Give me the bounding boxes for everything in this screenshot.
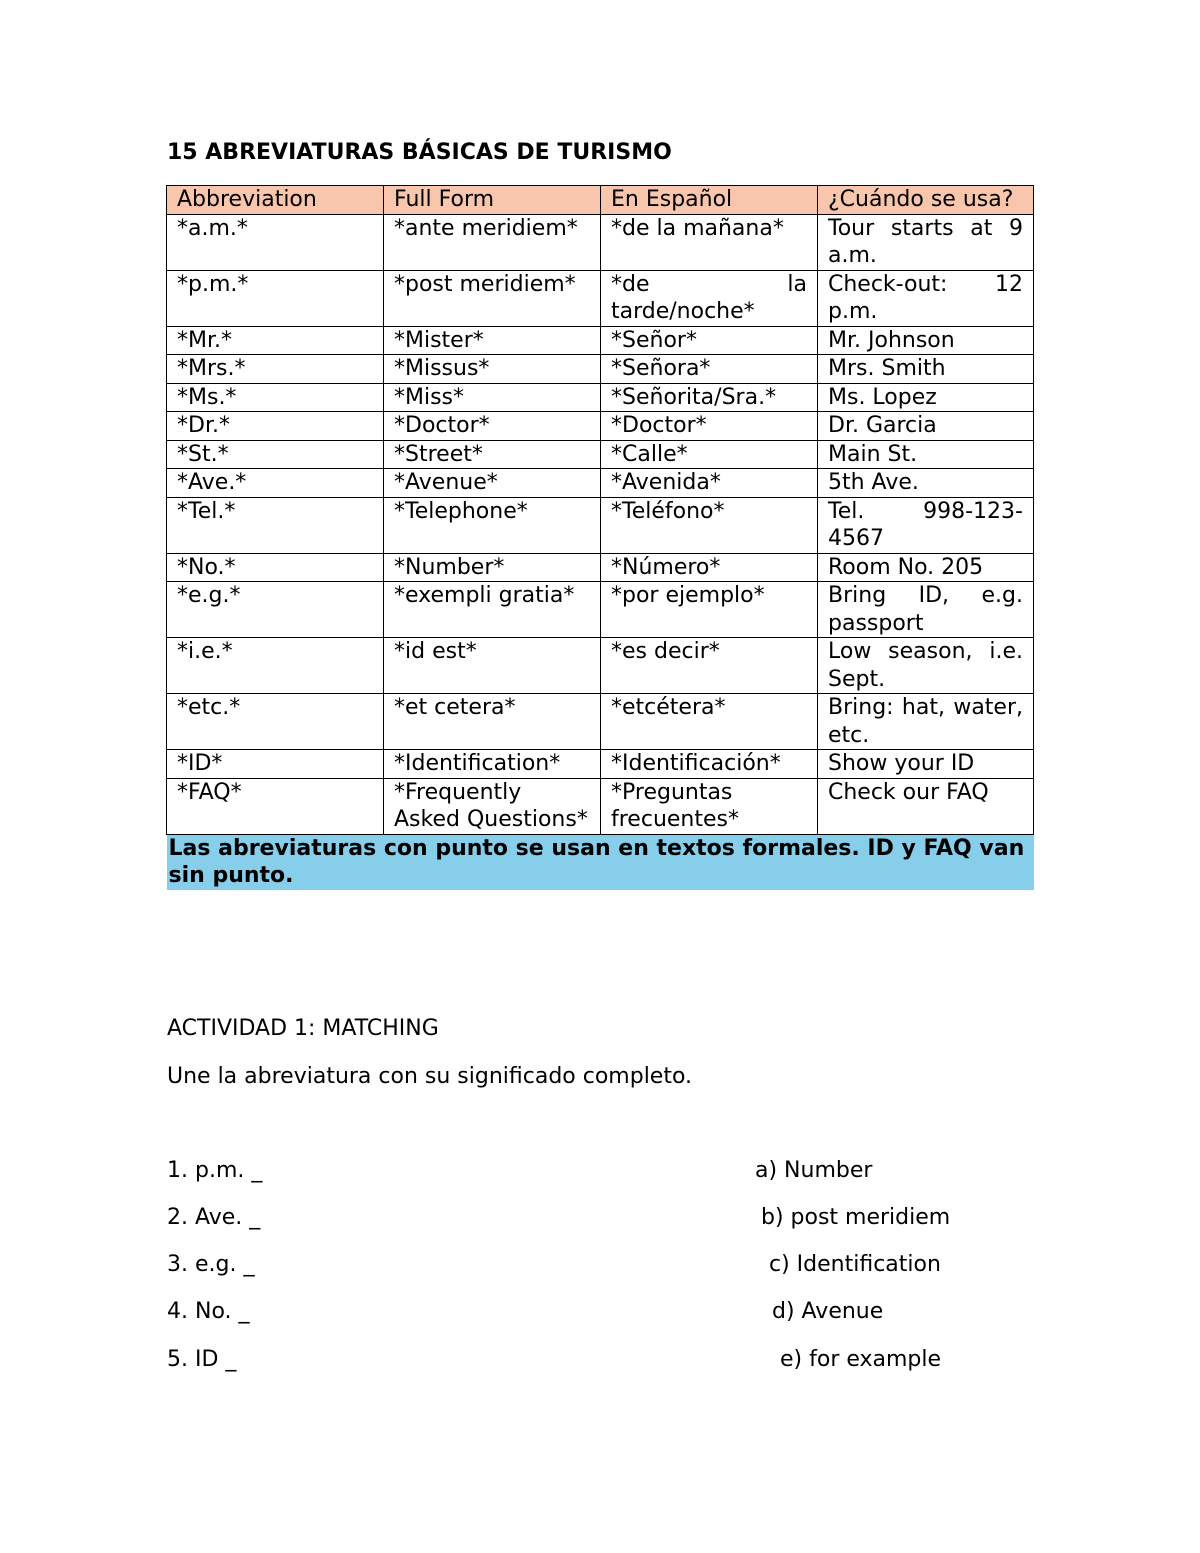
cell-abbreviation: *Ave.* <box>167 469 384 498</box>
cell-full-form: *et cetera* <box>384 694 601 750</box>
cell-abbreviation: *Ms.* <box>167 383 384 412</box>
table-row <box>167 694 1034 750</box>
matching-item-left: 4. No. _ <box>167 1299 250 1324</box>
matching-option-right: b) post meridiem <box>761 1205 951 1230</box>
table-row <box>167 214 1034 270</box>
header-abbreviation: Abbreviation <box>167 186 384 215</box>
cell-spanish: *Identificación* <box>601 750 818 779</box>
cell-usage: Bring ID, e.g. passport <box>818 582 1034 638</box>
matching-option-right: a) Number <box>755 1158 873 1183</box>
cell-full-form: *Frequently Asked Questions* <box>384 778 601 834</box>
cell-abbreviation: *St.* <box>167 440 384 469</box>
cell-abbreviation: *Dr.* <box>167 412 384 441</box>
cell-spanish: *de la mañana* <box>601 214 818 270</box>
cell-spanish: *Doctor* <box>601 412 818 441</box>
cell-spanish: *Preguntas frecuentes* <box>601 778 818 834</box>
abbreviations-table <box>166 185 1034 890</box>
cell-usage: Room No. 205 <box>818 553 1034 582</box>
cell-spanish: *Calle* <box>601 440 818 469</box>
cell-usage: Dr. Garcia <box>818 412 1034 441</box>
matching-item-left: 3. e.g. _ <box>167 1252 255 1277</box>
cell-usage: Check our FAQ <box>818 778 1034 834</box>
cell-abbreviation: *FAQ* <box>167 778 384 834</box>
cell-full-form: *Telephone* <box>384 497 601 553</box>
cell-abbreviation: *p.m.* <box>167 270 384 326</box>
cell-full-form: *ante meridiem* <box>384 214 601 270</box>
cell-abbreviation: *Mrs.* <box>167 355 384 384</box>
cell-spanish: *Avenida* <box>601 469 818 498</box>
cell-abbreviation: *e.g.* <box>167 582 384 638</box>
cell-usage: Main St. <box>818 440 1034 469</box>
cell-abbreviation: *No.* <box>167 553 384 582</box>
cell-usage: Tel. 998-123-4567 <box>818 497 1034 553</box>
cell-full-form: *Avenue* <box>384 469 601 498</box>
cell-spanish: *por ejemplo* <box>601 582 818 638</box>
table-row <box>167 412 1034 441</box>
cell-abbreviation: *i.e.* <box>167 638 384 694</box>
cell-usage: Mr. Johnson <box>818 326 1034 355</box>
table-row <box>167 355 1034 384</box>
table-row <box>167 383 1034 412</box>
table-note-row <box>167 834 1034 890</box>
cell-usage: 5th Ave. <box>818 469 1034 498</box>
table-row <box>167 638 1034 694</box>
cell-full-form: *exempli gratia* <box>384 582 601 638</box>
header-en-espanol: En Español <box>601 186 818 215</box>
activity-heading: ACTIVIDAD 1: MATCHING <box>167 1016 439 1041</box>
cell-abbreviation: *Mr.* <box>167 326 384 355</box>
header-cuando-se-usa: ¿Cuándo se usa? <box>818 186 1034 215</box>
table-row <box>167 582 1034 638</box>
cell-spanish: *etcétera* <box>601 694 818 750</box>
matching-option-right: e) for example <box>780 1347 942 1372</box>
cell-spanish: *de la tarde/noche* <box>601 270 818 326</box>
matching-option-right: c) Identification <box>769 1252 941 1277</box>
matching-item-left: 1. p.m. _ <box>167 1158 263 1183</box>
cell-full-form: *Mister* <box>384 326 601 355</box>
cell-full-form: *Street* <box>384 440 601 469</box>
cell-usage: Tour starts at 9 a.m. <box>818 214 1034 270</box>
cell-full-form: *Missus* <box>384 355 601 384</box>
cell-usage: Low season, i.e. Sept. <box>818 638 1034 694</box>
table-row <box>167 469 1034 498</box>
table-row <box>167 497 1034 553</box>
cell-usage: Check-out: 12 p.m. <box>818 270 1034 326</box>
matching-item-left: 5. ID _ <box>167 1347 237 1372</box>
cell-spanish: *Número* <box>601 553 818 582</box>
cell-full-form: *Doctor* <box>384 412 601 441</box>
cell-full-form: *id est* <box>384 638 601 694</box>
activity-instruction: Une la abreviatura con su significado completo. <box>167 1064 693 1089</box>
cell-full-form: *Miss* <box>384 383 601 412</box>
cell-full-form: *post meridiem* <box>384 270 601 326</box>
cell-abbreviation: *etc.* <box>167 694 384 750</box>
cell-usage: Show your ID <box>818 750 1034 779</box>
cell-spanish: *Señora* <box>601 355 818 384</box>
table-row <box>167 553 1034 582</box>
cell-abbreviation: *Tel.* <box>167 497 384 553</box>
cell-abbreviation: *ID* <box>167 750 384 779</box>
table-row <box>167 440 1034 469</box>
page-title: 15 ABREVIATURAS BÁSICAS DE TURISMO <box>167 140 672 165</box>
cell-abbreviation: *a.m.* <box>167 214 384 270</box>
cell-spanish: *Señorita/Sra.* <box>601 383 818 412</box>
table-row <box>167 750 1034 779</box>
matching-option-right: d) Avenue <box>772 1299 884 1324</box>
cell-spanish: *Señor* <box>601 326 818 355</box>
table-row <box>167 326 1034 355</box>
matching-item-left: 2. Ave. _ <box>167 1205 261 1230</box>
table-header-row <box>167 186 1034 215</box>
table-note: Las abreviaturas con punto se usan en textos formales. ID y FAQ van sin punto. <box>167 834 1034 890</box>
header-full-form: Full Form <box>384 186 601 215</box>
cell-spanish: *Teléfono* <box>601 497 818 553</box>
cell-full-form: *Identification* <box>384 750 601 779</box>
cell-usage: Ms. Lopez <box>818 383 1034 412</box>
table-row <box>167 270 1034 326</box>
cell-full-form: *Number* <box>384 553 601 582</box>
cell-usage: Bring: hat, water, etc. <box>818 694 1034 750</box>
cell-spanish: *es decir* <box>601 638 818 694</box>
table-row <box>167 778 1034 834</box>
cell-usage: Mrs. Smith <box>818 355 1034 384</box>
